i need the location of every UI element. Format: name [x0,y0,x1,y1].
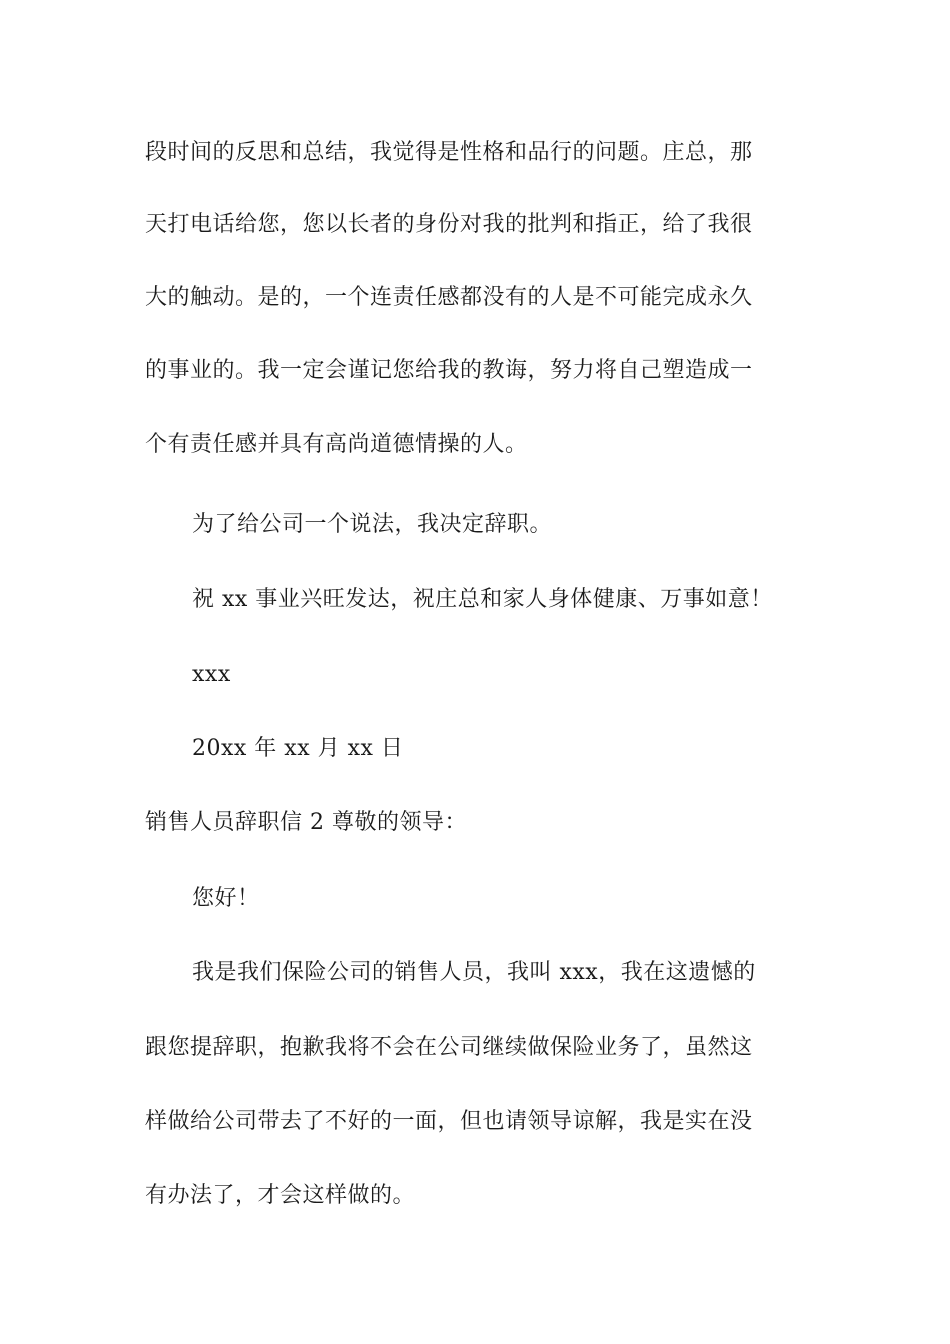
body-text-line: 个有责任感并具有高尚道德情操的人。 [145,432,528,457]
body-text-line: 有办法了，才会这样做的。 [145,1183,416,1208]
body-text-line: 大的触动。是的，一个连责任感都没有的人是不可能完成永久 [145,285,753,310]
body-text-line: 我是我们保险公司的销售人员，我叫 xxx，我在这遗憾的 [192,960,756,985]
paragraph-decision: 为了给公司一个说法，我决定辞职。 [192,512,553,537]
greeting: 您好！ [192,886,260,911]
body-text-line: 天打电话给您，您以长者的身份对我的批判和指正，给了我很 [145,212,753,237]
body-text-line: 段时间的反思和总结，我觉得是性格和品行的问题。庄总，那 [145,140,753,165]
body-text-line: 跟您提辞职，抱歉我将不会在公司继续做保险业务了，虽然这 [145,1035,753,1060]
signature-date: 20xx 年 xx 月 xx 日 [192,736,404,761]
body-text-line: 样做给公司带去了不好的一面，但也请领导谅解，我是实在没 [145,1109,753,1134]
letter-heading: 销售人员辞职信 2 尊敬的领导： [145,810,467,835]
body-text-line: 的事业的。我一定会谨记您给我的教诲，努力将自己塑造成一 [145,358,753,383]
closing-wishes: 祝 xx 事业兴旺发达，祝庄总和家人身体健康、万事如意！ [192,587,773,612]
signature-name: xxx [192,662,231,687]
